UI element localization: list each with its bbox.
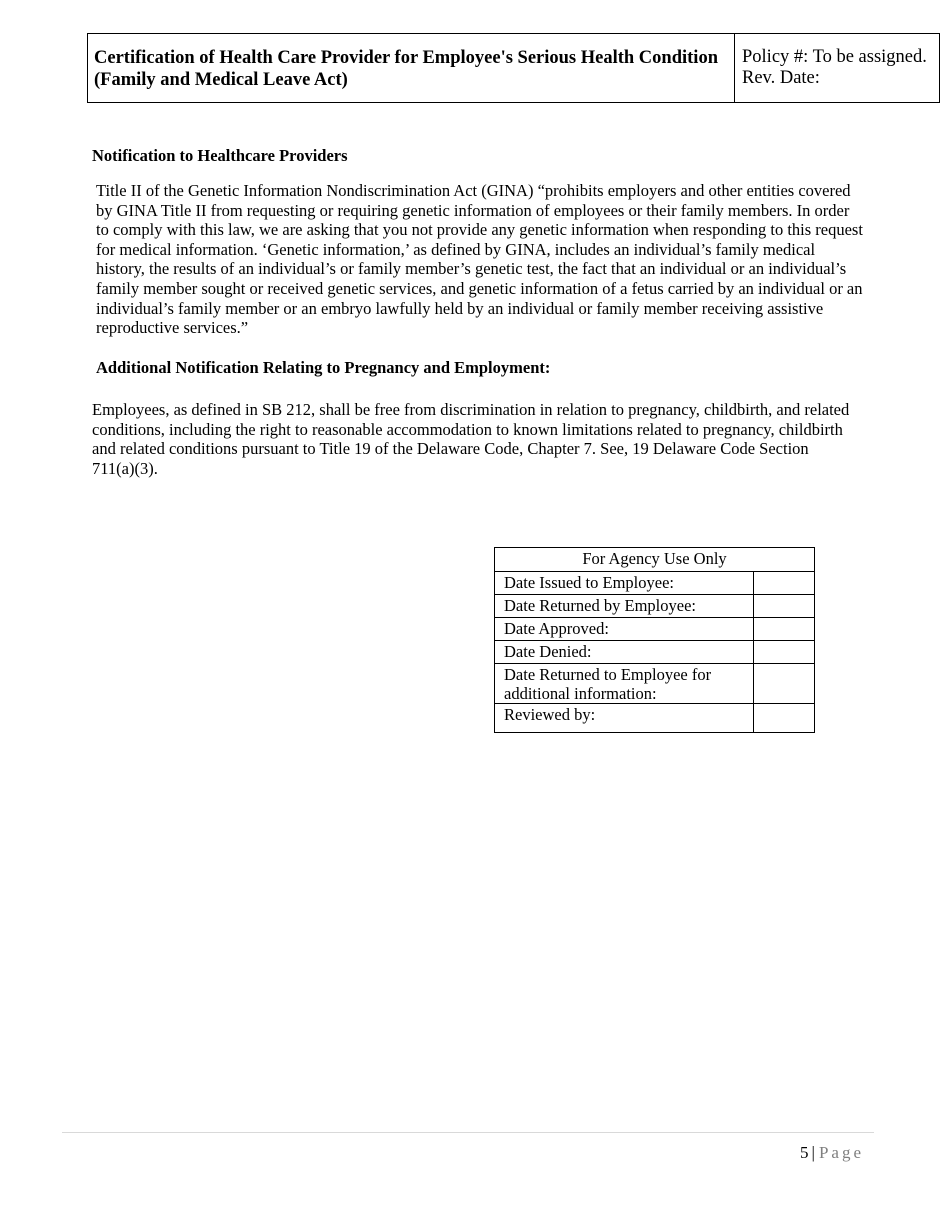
table-row — [495, 572, 815, 595]
date-approved-value[interactable] — [754, 618, 815, 641]
date-returned-value[interactable] — [754, 595, 815, 618]
date-issued-label: Date Issued to Employee: — [495, 572, 754, 595]
policy-info — [735, 34, 939, 102]
document-title-line-1: Certification of Health Care Provider for Employee's Serious Health Condition — [94, 48, 718, 68]
date-returned-for-info-value[interactable] — [754, 664, 815, 704]
policy-number: Policy #: To be assigned. — [742, 47, 927, 67]
footer-divider — [62, 1132, 874, 1133]
date-returned-label: Date Returned by Employee: — [495, 595, 754, 618]
page-separator: | — [811, 1143, 815, 1162]
document-header — [87, 33, 940, 103]
document-title — [88, 34, 735, 102]
table-row — [495, 704, 815, 733]
date-issued-value[interactable] — [754, 572, 815, 595]
table-row — [495, 595, 815, 618]
date-denied-label: Date Denied: — [495, 641, 754, 664]
date-denied-value[interactable] — [754, 641, 815, 664]
pregnancy-heading: Additional Notification Relating to Pregnancy and Employment: — [96, 358, 551, 377]
date-returned-for-info-label: Date Returned to Employee for additional information: — [495, 664, 754, 704]
reviewed-by-label: Reviewed by: — [495, 704, 754, 733]
pregnancy-paragraph: Employees, as defined in SB 212, shall be free from discrimination in relation to pregnancy, childbirth, and related conditions, including the right to reasonable accommodation to known limitations related to pregnancy, childbirth and related conditions pursuant to Title 19 of the Delaware Code, Chapter 7. See, 19 Delaware Code Section 711(a)(3). — [92, 400, 850, 478]
page-number: 5 — [800, 1143, 809, 1162]
gina-paragraph: Title II of the Genetic Information Nondiscrimination Act (GINA) “prohibits employers and other entities covered by GINA Title II from requesting or requiring genetic information of employees or their family members. In order to comply with this law, we are asking that you not provide any genetic information when responding to this request for medical information. ‘Genetic information,’ as defined by GINA, includes an individual’s family medical history, the results of an individual’s or family member’s genetic test, the fact that an individual or an individual’s family member sought or received genetic services, and genetic information of a fetus carried by an individual or an individual’s family member or an embryo lawfully held by an individual or family member receiving assistive reproductive services.” — [96, 181, 863, 338]
page-word: Page — [818, 1143, 864, 1162]
date-approved-label: Date Approved: — [495, 618, 754, 641]
reviewed-by-value[interactable] — [754, 704, 815, 733]
agency-use-table — [494, 547, 815, 733]
notification-heading: Notification to Healthcare Providers — [92, 146, 348, 165]
table-row — [495, 664, 815, 704]
table-row — [495, 618, 815, 641]
agency-table-caption: For Agency Use Only — [495, 548, 815, 572]
page-footer — [800, 1143, 864, 1163]
document-title-line-2: (Family and Medical Leave Act) — [94, 70, 348, 90]
table-row — [495, 641, 815, 664]
revision-date: Rev. Date: — [742, 68, 820, 88]
